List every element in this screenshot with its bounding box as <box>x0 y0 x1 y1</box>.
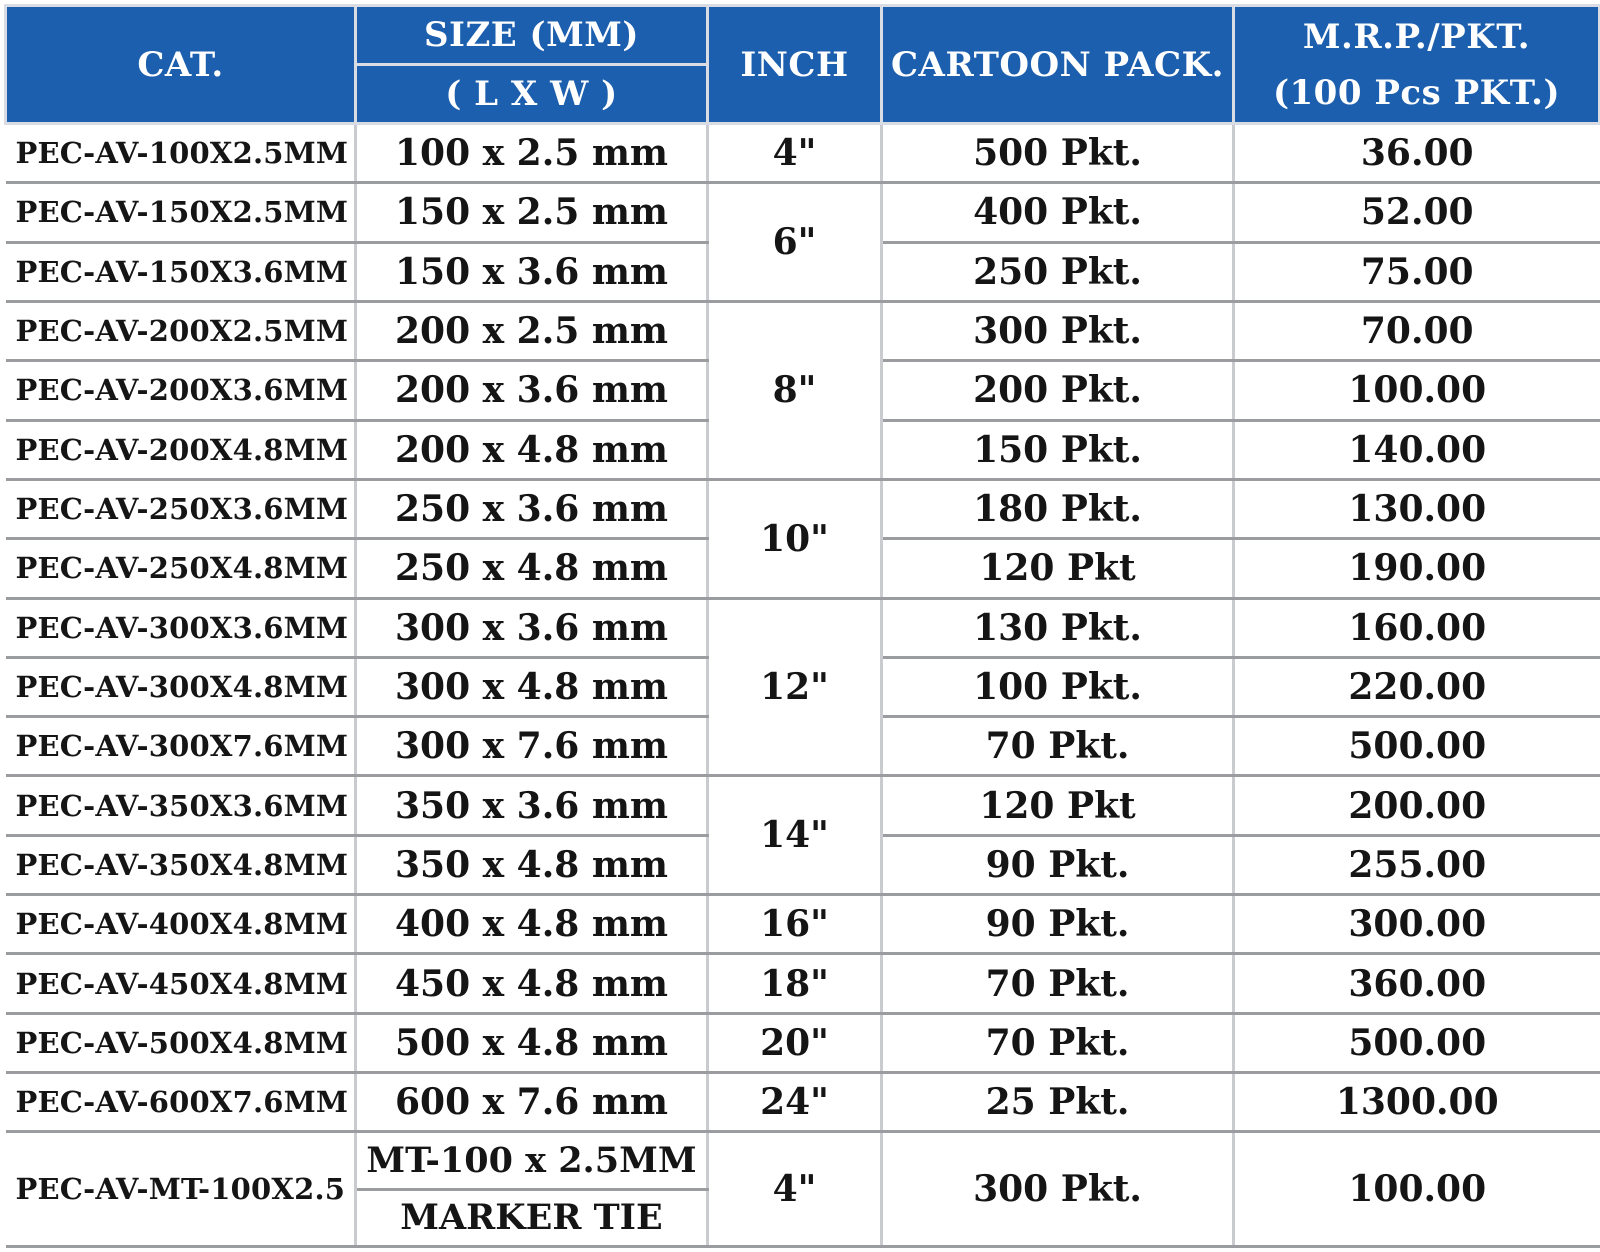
pack-cell: 100 Pkt. <box>882 657 1234 716</box>
pack-cell: 180 Pkt. <box>882 479 1234 538</box>
inch-cell: 12" <box>708 598 882 776</box>
cat-cell: PEC-AV-100X2.5MM <box>6 124 356 183</box>
size-cell: 250 x 3.6 mm <box>356 479 708 538</box>
table-row <box>6 598 1600 657</box>
size-cell: 400 x 4.8 mm <box>356 895 708 954</box>
inch-cell: 16" <box>708 895 882 954</box>
cat-cell: PEC-AV-300X7.6MM <box>6 717 356 776</box>
mrp-cell: 75.00 <box>1234 242 1600 301</box>
size-cell: 350 x 4.8 mm <box>356 835 708 894</box>
size-cell: 300 x 3.6 mm <box>356 598 708 657</box>
marker-size-line2: MARKER TIE <box>356 1189 708 1246</box>
cat-cell: PEC-AV-350X3.6MM <box>6 776 356 835</box>
pack-cell: 120 Pkt <box>882 539 1234 598</box>
table-row <box>6 776 1600 835</box>
cat-cell: PEC-AV-500X4.8MM <box>6 1013 356 1072</box>
mrp-cell: 360.00 <box>1234 954 1600 1013</box>
size-cell: 200 x 3.6 mm <box>356 361 708 420</box>
pack-cell: 70 Pkt. <box>882 954 1234 1013</box>
cat-cell: PEC-AV-300X3.6MM <box>6 598 356 657</box>
cat-cell: PEC-AV-300X4.8MM <box>6 657 356 716</box>
table-row <box>6 124 1600 183</box>
inch-cell: 4" <box>708 124 882 183</box>
cat-cell: PEC-AV-MT-100X2.5 <box>6 1132 356 1247</box>
header-size-mm: SIZE (MM) <box>356 6 708 65</box>
inch-cell: 4" <box>708 1132 882 1247</box>
size-cell: 500 x 4.8 mm <box>356 1013 708 1072</box>
header-cartoon-pack: CARTOON PACK. <box>882 6 1234 124</box>
size-cell: 200 x 2.5 mm <box>356 301 708 360</box>
size-cell: 150 x 2.5 mm <box>356 183 708 242</box>
mrp-cell: 1300.00 <box>1234 1073 1600 1132</box>
inch-cell: 6" <box>708 183 882 302</box>
table-row <box>6 479 1600 538</box>
inch-cell: 14" <box>708 776 882 895</box>
size-cell: 250 x 4.8 mm <box>356 539 708 598</box>
cat-cell: PEC-AV-200X4.8MM <box>6 420 356 479</box>
size-cell: 150 x 3.6 mm <box>356 242 708 301</box>
table-row <box>6 301 1600 360</box>
inch-cell: 10" <box>708 479 882 598</box>
header-size-lxw: ( L X W ) <box>356 65 708 124</box>
cat-cell: PEC-AV-150X2.5MM <box>6 183 356 242</box>
mrp-cell: 52.00 <box>1234 183 1600 242</box>
size-cell: 600 x 7.6 mm <box>356 1073 708 1132</box>
cat-cell: PEC-AV-350X4.8MM <box>6 835 356 894</box>
mrp-cell: 140.00 <box>1234 420 1600 479</box>
mrp-cell: 100.00 <box>1234 361 1600 420</box>
table-row <box>6 1013 1600 1072</box>
marker-tie-row <box>6 1132 1600 1189</box>
size-cell: 450 x 4.8 mm <box>356 954 708 1013</box>
size-cell: 300 x 4.8 mm <box>356 657 708 716</box>
table-row <box>6 183 1600 242</box>
header-inch: INCH <box>708 6 882 124</box>
pack-cell: 150 Pkt. <box>882 420 1234 479</box>
cat-cell: PEC-AV-200X3.6MM <box>6 361 356 420</box>
pack-cell: 120 Pkt <box>882 776 1234 835</box>
cat-cell: PEC-AV-250X4.8MM <box>6 539 356 598</box>
header-mrp <box>1234 6 1600 124</box>
pack-cell: 130 Pkt. <box>882 598 1234 657</box>
inch-cell: 18" <box>708 954 882 1013</box>
price-table <box>4 4 1600 1248</box>
pack-cell: 200 Pkt. <box>882 361 1234 420</box>
inch-cell: 24" <box>708 1073 882 1132</box>
table-row <box>6 895 1600 954</box>
pack-cell: 70 Pkt. <box>882 717 1234 776</box>
header-mrp-line2: (100 Pcs PKT.) <box>1272 72 1561 113</box>
pack-cell: 500 Pkt. <box>882 124 1234 183</box>
mrp-cell: 160.00 <box>1234 598 1600 657</box>
pack-cell: 90 Pkt. <box>882 835 1234 894</box>
header-mrp-line1: M.R.P./PKT. <box>1302 16 1531 57</box>
mrp-cell: 220.00 <box>1234 657 1600 716</box>
size-cell: 200 x 4.8 mm <box>356 420 708 479</box>
cat-cell: PEC-AV-250X3.6MM <box>6 479 356 538</box>
mrp-cell: 130.00 <box>1234 479 1600 538</box>
cat-cell: PEC-AV-450X4.8MM <box>6 954 356 1013</box>
mrp-cell: 70.00 <box>1234 301 1600 360</box>
table-row <box>6 954 1600 1013</box>
inch-cell: 8" <box>708 301 882 479</box>
size-cell: 350 x 3.6 mm <box>356 776 708 835</box>
pack-cell: 300 Pkt. <box>882 301 1234 360</box>
mrp-cell: 500.00 <box>1234 717 1600 776</box>
cat-cell: PEC-AV-400X4.8MM <box>6 895 356 954</box>
cat-cell: PEC-AV-600X7.6MM <box>6 1073 356 1132</box>
mrp-cell: 36.00 <box>1234 124 1600 183</box>
inch-cell: 20" <box>708 1013 882 1072</box>
cat-cell: PEC-AV-150X3.6MM <box>6 242 356 301</box>
pack-cell: 400 Pkt. <box>882 183 1234 242</box>
header-cat: CAT. <box>6 6 356 124</box>
mrp-cell: 300.00 <box>1234 895 1600 954</box>
pack-cell: 90 Pkt. <box>882 895 1234 954</box>
pack-cell: 300 Pkt. <box>882 1132 1234 1247</box>
mrp-cell: 100.00 <box>1234 1132 1600 1247</box>
mrp-cell: 200.00 <box>1234 776 1600 835</box>
table-header <box>6 6 1600 124</box>
mrp-cell: 255.00 <box>1234 835 1600 894</box>
marker-size-line1: MT-100 x 2.5MM <box>356 1132 708 1189</box>
pack-cell: 25 Pkt. <box>882 1073 1234 1132</box>
cat-cell: PEC-AV-200X2.5MM <box>6 301 356 360</box>
mrp-cell: 190.00 <box>1234 539 1600 598</box>
mrp-cell: 500.00 <box>1234 1013 1600 1072</box>
pack-cell: 70 Pkt. <box>882 1013 1234 1072</box>
table-row <box>6 1073 1600 1132</box>
table-body <box>6 124 1600 1247</box>
pack-cell: 250 Pkt. <box>882 242 1234 301</box>
size-cell: 100 x 2.5 mm <box>356 124 708 183</box>
size-cell: 300 x 7.6 mm <box>356 717 708 776</box>
